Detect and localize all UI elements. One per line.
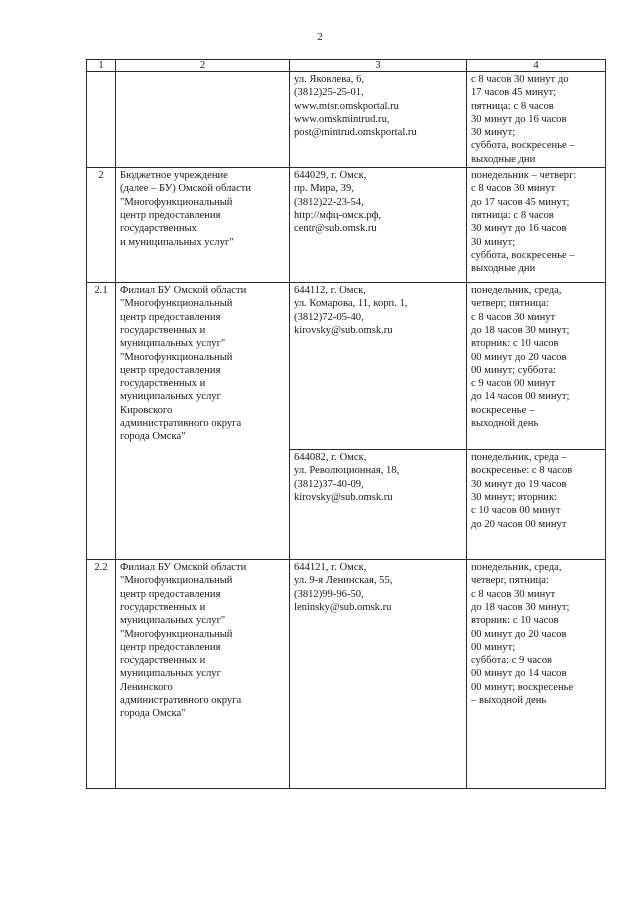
column-header-address: 3: [290, 60, 467, 72]
address-contacts: 644112, г. Омск, ул. Комарова, 11, корп. 1, (3812)72-05-40, kirovsky@sub.omsk.ru: [290, 283, 467, 450]
institution-name: [116, 72, 290, 168]
table-row: [87, 168, 606, 283]
row-number: 2.1: [87, 283, 116, 560]
row-number: 2: [87, 168, 116, 283]
working-hours: понедельник, среда – воскресенье: с 8 часов 30 минут до 19 часов 30 минут; вторник: с 10 часов 00 минут до 20 часов 00 минут: [467, 450, 606, 560]
offices-table: [86, 59, 606, 789]
address-contacts: ул. Яковлева, 6, (3812)25-25-01, www.mtsr.omskportal.ru www.omskmintrud.ru, post@mintrud.omskportal.ru: [290, 72, 467, 168]
table-row: [87, 72, 606, 168]
row-number: [87, 72, 116, 168]
column-header-number: 1: [87, 60, 116, 72]
table-row: [87, 283, 606, 450]
institution-name: Филиал БУ Омской области "Многофункциональный центр предоставления государственных и муниципальных услуг" "Многофункциональный центр предоставления государственных и муниципальных услуг Ленинского административного округа города Омска": [116, 560, 290, 789]
table-header-row: [87, 60, 606, 72]
column-header-hours: 4: [467, 60, 606, 72]
institution-name: Филиал БУ Омской области "Многофункциональный центр предоставления государственных и муниципальных услуг" "Многофункциональный центр предоставления государственных и муниципальных услуг Кировского административного округа города Омска": [116, 283, 290, 560]
address-contacts: 644029, г. Омск, пр. Мира, 39, (3812)22-23-54, http://мфц-омск.рф, centr@sub.omsk.ru: [290, 168, 467, 283]
table-row: [87, 560, 606, 789]
working-hours: понедельник – четверг: с 8 часов 30 минут до 17 часов 45 минут; пятница: с 8 часов 30 минут до 16 часов 30 минут; суббота, воскресенье – выходные дни: [467, 168, 606, 283]
working-hours: понедельник, среда, четверг, пятница: с 8 часов 30 минут до 18 часов 30 минут; вторник: с 10 часов 00 минут до 20 часов 00 минут; суббота: с 9 часов 00 минут до 14 часов 00 минут; воскресенье – выходной день: [467, 560, 606, 789]
column-header-name: 2: [116, 60, 290, 72]
address-contacts: 644121, г. Омск, ул. 9-я Ленинская, 55, (3812)99-96-50, leninsky@sub.omsk.ru: [290, 560, 467, 789]
working-hours: понедельник, среда, четверг, пятница: с 8 часов 30 минут до 18 часов 30 минут; вторник: с 10 часов 00 минут до 20 часов 00 минут; суббота: с 9 часов 00 минут до 14 часов 00 минут; воскресенье – выходной день: [467, 283, 606, 450]
institution-name: Бюджетное учреждение (далее – БУ) Омской области "Многофункциональный центр предоставления государственных и муниципальных услуг": [116, 168, 290, 283]
row-number: 2.2: [87, 560, 116, 789]
page-number: 2: [317, 31, 323, 43]
working-hours: с 8 часов 30 минут до 17 часов 45 минут; пятница: с 8 часов 30 минут до 16 часов 30 минут; суббота, воскресенье – выходные дни: [467, 72, 606, 168]
address-contacts: 644082, г. Омск, ул. Революционная, 18, (3812)37-40-09, kirovsky@sub.omsk.ru: [290, 450, 467, 560]
